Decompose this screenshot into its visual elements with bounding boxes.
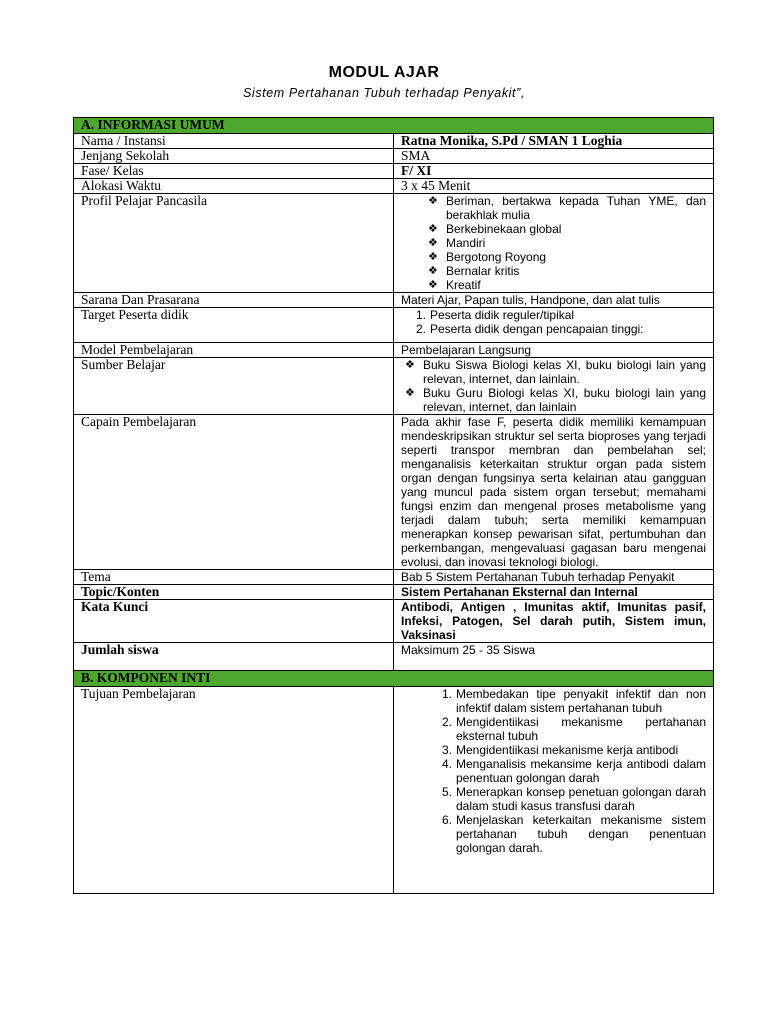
list-item: 2. Mengidentiikasi mekanisme pertahanan eksternal tubuh: [441, 715, 706, 743]
list-item: ❖ Beriman, bertakwa kepada Tuhan YME, dan berakhlak mulia: [428, 194, 706, 222]
list-item: 1. Peserta didik reguler/tipikal: [415, 308, 575, 322]
page-subtitle: Sistem Pertahanan Tubuh terhadap Penyakit”,: [243, 86, 525, 100]
model-label: Model Pembelajaran: [74, 343, 394, 358]
diamond-bullet-icon: ❖: [428, 251, 438, 263]
list-item: ❖ Bernalar kritis: [428, 264, 520, 278]
model-value: Pembelajaran Langsung: [394, 343, 714, 358]
table-row: [74, 600, 714, 643]
sumber-value: [394, 358, 714, 415]
capaian-value: Pada akhir fase F, peserta didik memiliki kemampuan mendeskripsikan struktur sel serta bioproses yang terjadi seperti transpor membran dan pembelahan sel; menganalisis keterkaitan struktur organ pada sistem organ dengan fungsinya serta kelainan atau gangguan yang muncul pada sistem organ tersebut; memahami fungsi enzim dan mengenal proses metabolisme yang terjadi dalam tubuh; serta memiliki kemampuan menerapkan konsep pewarisan sifat, pertumbuhan dan perkembangan, mengevaluasi gagasan baru mengenai evolusi, dan inovasi teknologi biologi.: [394, 415, 714, 570]
table-row: [74, 343, 714, 358]
diamond-bullet-icon: ❖: [428, 237, 438, 249]
nama-label: Nama / Instansi: [74, 134, 394, 149]
table-row: [74, 687, 714, 894]
tujuan-label: Tujuan Pembelajaran: [74, 687, 394, 894]
list-item: ❖ Bergotong Royong: [428, 250, 547, 264]
list-item: 4. Menganalisis mekansime kerja antibodi dalam penentuan golongan darah: [441, 757, 706, 785]
fase-label: Fase/ Kelas: [74, 164, 394, 179]
list-item: 6. Menjelaskan keterkaitan mekanisme sistem pertahanan tubuh dengan penentuan golongan darah.: [441, 813, 706, 855]
sarana-value: Materi Ajar, Papan tulis, Handpone, dan alat tulis: [394, 293, 714, 308]
profil-label: Profil Pelajar Pancasila: [74, 194, 394, 293]
nama-value: Ratna Monika, S.Pd / SMAN 1 Loghia: [394, 134, 714, 149]
tema-label: Tema: [74, 570, 394, 585]
table-row: [74, 194, 714, 293]
section-a-header-row: [74, 118, 714, 134]
table-row: [74, 308, 714, 343]
table-row: [74, 570, 714, 585]
topic-label: Topic/Konten: [74, 585, 394, 600]
list-item: 2. Peserta didik dengan pencapaian tinggi:: [415, 322, 644, 336]
list-item: ❖ Buku Siswa Biologi kelas XI, buku biologi lain yang relevan, internet, dan lainlain.: [405, 358, 706, 386]
sarana-label: Sarana Dan Prasarana: [74, 293, 394, 308]
jumlah-label: Jumlah siswa: [74, 643, 394, 671]
diamond-bullet-icon: ❖: [428, 195, 438, 207]
jumlah-value: Maksimum 25 - 35 Siswa: [394, 643, 714, 671]
list-item: 3. Mengidentiikasi mekanisme kerja antibodi: [441, 743, 679, 757]
jenjang-label: Jenjang Sekolah: [74, 149, 394, 164]
profil-list: [424, 194, 706, 292]
target-value: [394, 308, 714, 343]
kata-kunci-value: Antibodi, Antigen , Imunitas aktif, Imunitas pasif, Infeksi, Patogen, Sel darah putih, Sistem imun, Vaksinasi: [394, 600, 714, 643]
diamond-bullet-icon: ❖: [405, 387, 415, 399]
table-row: [74, 179, 714, 194]
target-label: Target Peserta didik: [74, 308, 394, 343]
list-item: ❖ Berkebinekaan global: [428, 222, 562, 236]
table-row: [74, 585, 714, 600]
sumber-list: [401, 358, 706, 414]
tujuan-value: [394, 687, 714, 894]
table-row: [74, 164, 714, 179]
alokasi-label: Alokasi Waktu: [74, 179, 394, 194]
list-item: 5. Menerapkan konsep penetuan golongan darah dalam studi kasus transfusi darah: [441, 785, 706, 813]
table-row: [74, 358, 714, 415]
kata-kunci-label: Kata Kunci: [74, 600, 394, 643]
section-b-header-row: [74, 671, 714, 687]
list-item: ❖ Mandiri: [428, 236, 486, 250]
table-row: [74, 134, 714, 149]
diamond-bullet-icon: ❖: [428, 279, 438, 291]
section-a-heading: A. INFORMASI UMUM: [74, 118, 714, 134]
page-title: MODUL AJAR: [328, 64, 440, 81]
list-item: ❖ Kreatif: [428, 278, 481, 292]
table-row: [74, 415, 714, 570]
modul-table: [73, 117, 714, 894]
sumber-label: Sumber Belajar: [74, 358, 394, 415]
diamond-bullet-icon: ❖: [428, 223, 438, 235]
jenjang-value: SMA: [394, 149, 714, 164]
tujuan-list: [432, 687, 706, 855]
target-list: [406, 308, 706, 336]
capaian-label: Capain Pembelajaran: [74, 415, 394, 570]
tema-value: Bab 5 Sistem Pertahanan Tubuh terhadap Penyakit: [394, 570, 714, 585]
diamond-bullet-icon: ❖: [405, 359, 415, 371]
profil-value: [394, 194, 714, 293]
table-row: [74, 643, 714, 671]
list-item: 1. Membedakan tipe penyakit infektif dan non infektif dalam sistem pertahanan tubuh: [441, 687, 706, 715]
diamond-bullet-icon: ❖: [428, 265, 438, 277]
alokasi-value: 3 x 45 Menit: [394, 179, 714, 194]
fase-value: F/ XI: [394, 164, 714, 179]
table-row: [74, 293, 714, 308]
section-b-heading: B. KOMPONEN INTI: [74, 671, 714, 687]
topic-value: Sistem Pertahanan Eksternal dan Internal: [394, 585, 714, 600]
table-row: [74, 149, 714, 164]
list-item: ❖ Buku Guru Biologi kelas XI, buku biologi lain yang relevan, internet, dan lainlain: [405, 386, 706, 414]
